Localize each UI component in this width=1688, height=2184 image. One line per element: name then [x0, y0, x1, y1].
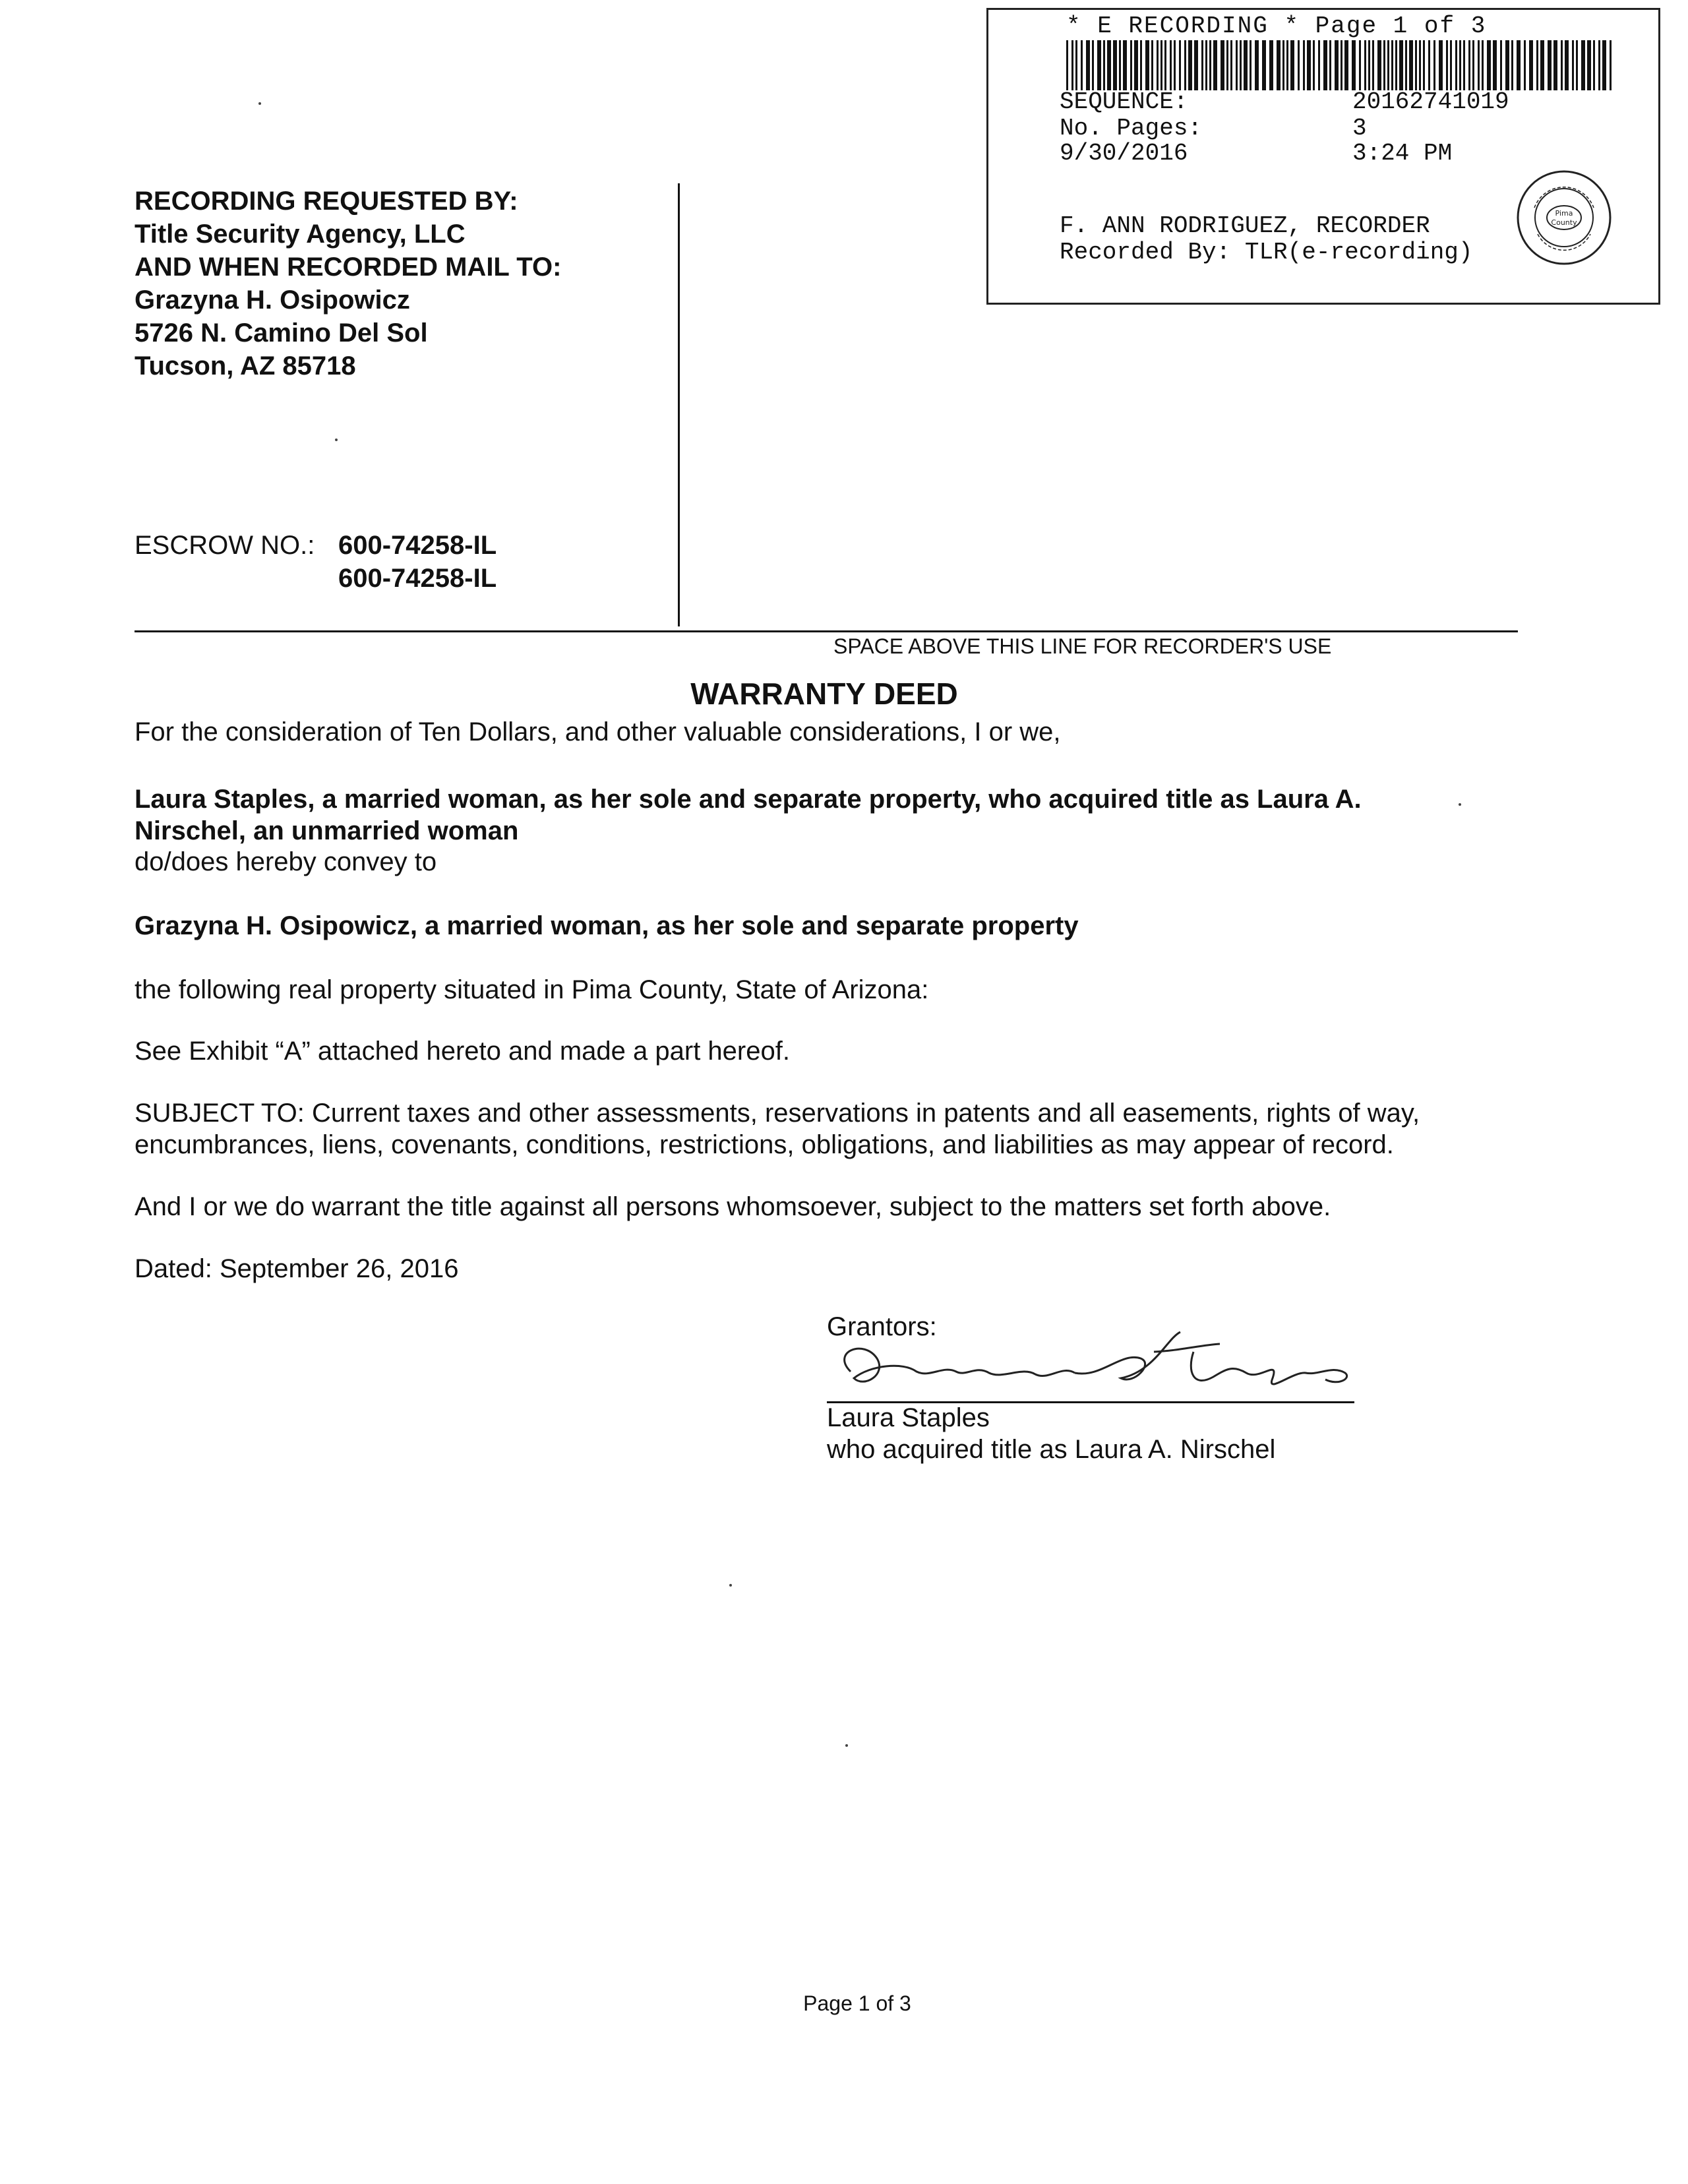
barcode-bar: [1517, 40, 1521, 90]
barcode-bar: [1368, 40, 1370, 90]
barcode-bar: [1269, 40, 1273, 90]
barcode-bar: [1160, 40, 1162, 90]
barcode-bar: [1352, 40, 1356, 90]
signer-note: who acquired title as Laura A. Nirschel: [827, 1435, 1276, 1464]
recording-date: 9/30/2016: [1060, 140, 1188, 167]
barcode-bar: [1205, 40, 1207, 90]
barcode-bar: [1157, 40, 1159, 90]
barcode-bar: [1123, 40, 1127, 90]
page-number: Page 1 of 3: [803, 1991, 911, 2015]
pages-value: 3: [1352, 115, 1367, 142]
recorder-stamp-box: [986, 8, 1660, 305]
barcode-bar: [1318, 40, 1320, 90]
barcode-bar: [1372, 40, 1374, 90]
barcode-bar: [1536, 40, 1538, 90]
barcode-bar: [1459, 40, 1461, 90]
barcode-bar: [1255, 40, 1259, 90]
barcode-bar: [1134, 40, 1138, 90]
barcode-bar: [1572, 40, 1574, 90]
mail-to-name: Grazyna H. Osipowicz: [135, 286, 410, 315]
barcode-bar: [1409, 40, 1413, 90]
barcode-bar: [1066, 40, 1068, 90]
subject-to-line-2: encumbrances, liens, covenants, conditions, restrictions, obligations, and liabilities as may appear of record.: [135, 1130, 1394, 1159]
recording-request-block: [135, 185, 561, 382]
barcode-bar: [1415, 40, 1417, 90]
barcode-bar: [1439, 40, 1443, 90]
svg-text:County: County: [1551, 218, 1577, 227]
barcode-bar: [1511, 40, 1513, 90]
exhibit-text: See Exhibit “A” attached hereto and made a part hereof.: [135, 1037, 790, 1066]
barcode-bar: [1493, 40, 1497, 90]
grantor-line-1: Laura Staples, a married woman, as her sole and separate property, who acquired title as Laura A.: [135, 785, 1362, 814]
barcode-bar: [1455, 40, 1457, 90]
mail-to-street: 5726 N. Camino Del Sol: [135, 318, 428, 348]
barcode-bar: [1529, 40, 1533, 90]
barcode-bar: [1277, 40, 1281, 90]
barcode-bar: [1383, 40, 1385, 90]
barcode-bar: [1081, 40, 1083, 90]
barcode-bar: [1576, 40, 1578, 90]
barcode-bar: [1244, 40, 1248, 90]
barcode-bar: [1335, 40, 1339, 90]
recorder-use-note: SPACE ABOVE THIS LINE FOR RECORDER'S USE: [833, 634, 1332, 658]
scan-speck: [335, 439, 338, 441]
mail-to-label: AND WHEN RECORDED MAIL TO:: [135, 253, 562, 282]
barcode-bar: [1184, 40, 1186, 90]
requested-by-label: RECORDING REQUESTED BY:: [135, 187, 518, 216]
barcode-bar: [1298, 40, 1300, 90]
escrow-number-duplicate: 600-74258-IL: [338, 564, 497, 593]
escrow-label: ESCROW NO.:: [135, 531, 315, 560]
barcode-bar: [1587, 40, 1591, 90]
barcode-bar: [1391, 40, 1393, 90]
barcode-bar: [1593, 40, 1595, 90]
escrow-number: 600-74258-IL: [338, 531, 497, 560]
grantee-text: Grazyna H. Osipowicz, a married woman, as her sole and separate property: [135, 911, 1079, 940]
requested-by-company: Title Security Agency, LLC: [135, 220, 466, 249]
convey-text: do/does hereby convey to: [135, 847, 437, 876]
barcode-bar: [1188, 40, 1192, 90]
barcode-bar: [1468, 40, 1470, 90]
property-text: the following real property situated in Pima County, State of Arizona:: [135, 975, 929, 1004]
barcode-bar: [1463, 40, 1465, 90]
barcode-bar: [1107, 40, 1111, 90]
barcode-bar: [1170, 40, 1172, 90]
barcode-bar: [1482, 40, 1484, 90]
barcode-bar: [1329, 40, 1331, 90]
grantors-label: Grantors:: [827, 1312, 937, 1341]
recorded-by: Recorded By: TLR(e-recording): [1060, 239, 1473, 266]
warrant-text: And I or we do warrant the title against all persons whomsoever, subject to the matters set forth above.: [135, 1192, 1331, 1221]
barcode-bar: [1164, 40, 1166, 90]
consideration-text: For the consideration of Ten Dollars, and other valuable considerations, I or we,: [135, 717, 1061, 746]
dated-text: Dated: September 26, 2016: [135, 1254, 459, 1283]
barcode-bar: [1119, 40, 1121, 90]
barcode-bar: [1290, 40, 1294, 90]
barcode-bar: [1602, 40, 1606, 90]
barcode-bar: [1565, 40, 1569, 90]
barcode-bar: [1395, 40, 1397, 90]
barcode-bar: [1092, 40, 1094, 90]
barcode-bar: [1262, 40, 1266, 90]
barcode-bar: [1341, 40, 1342, 90]
grantor-line-2: Nirschel, an unmarried woman: [135, 816, 519, 845]
barcode-bar: [1236, 40, 1238, 90]
barcode-bar: [1113, 40, 1117, 90]
county-recorder-seal-icon: [1515, 168, 1613, 267]
barcode-bar: [1179, 40, 1181, 90]
divider-vertical: [678, 183, 680, 626]
barcode-bar: [1505, 40, 1509, 90]
barcode-bar: [1548, 40, 1552, 90]
barcode-bar: [1472, 40, 1474, 90]
barcode-bar: [1209, 40, 1211, 90]
scan-speck: [729, 1584, 732, 1587]
barcode-bar: [1282, 40, 1284, 90]
barcode-bar: [1399, 40, 1403, 90]
barcode-bar: [1103, 40, 1105, 90]
barcode-bar: [1250, 40, 1251, 90]
barcode-bar: [1581, 40, 1585, 90]
barcode: [1066, 40, 1612, 90]
scan-speck: [1459, 803, 1461, 806]
barcode-bar: [1524, 40, 1526, 90]
barcode-bar: [1286, 40, 1288, 90]
barcode-bar: [1359, 40, 1361, 90]
barcode-bar: [1221, 40, 1224, 90]
barcode-bar: [1610, 40, 1612, 90]
barcode-bar: [1450, 40, 1452, 90]
barcode-bar: [1307, 40, 1311, 90]
barcode-bar: [1130, 40, 1132, 90]
barcode-bar: [1344, 40, 1348, 90]
signer-name: Laura Staples: [827, 1403, 990, 1432]
barcode-bar: [1230, 40, 1232, 90]
barcode-bar: [1478, 40, 1480, 90]
sequence-value: 20162741019: [1352, 88, 1509, 115]
sequence-label: SEQUENCE:: [1060, 88, 1188, 115]
barcode-bar: [1446, 40, 1448, 90]
scan-speck: [258, 102, 261, 105]
barcode-bar: [1240, 40, 1242, 90]
barcode-bar: [1226, 40, 1228, 90]
barcode-bar: [1540, 40, 1544, 90]
barcode-bar: [1303, 40, 1305, 90]
barcode-bar: [1423, 40, 1425, 90]
barcode-bar: [1553, 40, 1557, 90]
barcode-bar: [1313, 40, 1315, 90]
barcode-bar: [1194, 40, 1198, 90]
barcode-bar: [1174, 40, 1176, 90]
barcode-bar: [1145, 40, 1149, 90]
barcode-bar: [1364, 40, 1366, 90]
handwritten-signature: [824, 1325, 1365, 1398]
barcode-bar: [1500, 40, 1502, 90]
barcode-bar: [1433, 40, 1435, 90]
barcode-bar: [1075, 40, 1077, 90]
recording-time: 3:24 PM: [1352, 140, 1453, 167]
barcode-bar: [1561, 40, 1563, 90]
barcode-bar: [1151, 40, 1153, 90]
barcode-bar: [1598, 40, 1600, 90]
pages-label: No. Pages:: [1060, 115, 1203, 142]
subject-to-line-1: SUBJECT TO: Current taxes and other assessments, reservations in patents and all easements, rights of way,: [135, 1099, 1420, 1128]
barcode-bar: [1097, 40, 1101, 90]
barcode-bar: [1419, 40, 1421, 90]
recorder-name: F. ANN RODRIGUEZ, RECORDER: [1060, 212, 1430, 239]
svg-text:Pima: Pima: [1555, 209, 1573, 218]
barcode-bar: [1213, 40, 1217, 90]
barcode-bar: [1387, 40, 1389, 90]
barcode-bar: [1377, 40, 1381, 90]
barcode-bar: [1428, 40, 1430, 90]
barcode-bar: [1086, 40, 1090, 90]
barcode-bar: [1071, 40, 1073, 90]
scan-speck: [845, 1744, 848, 1747]
barcode-bar: [1405, 40, 1407, 90]
document-title: WARRANTY DEED: [690, 677, 958, 711]
recording-header: * E RECORDING * Page 1 of 3: [1066, 13, 1487, 40]
barcode-bar: [1140, 40, 1142, 90]
barcode-bar: [1323, 40, 1327, 90]
recorder-use-line: [135, 630, 1518, 632]
barcode-bar: [1487, 40, 1491, 90]
mail-to-city: Tucson, AZ 85718: [135, 351, 356, 380]
barcode-bar: [1201, 40, 1203, 90]
